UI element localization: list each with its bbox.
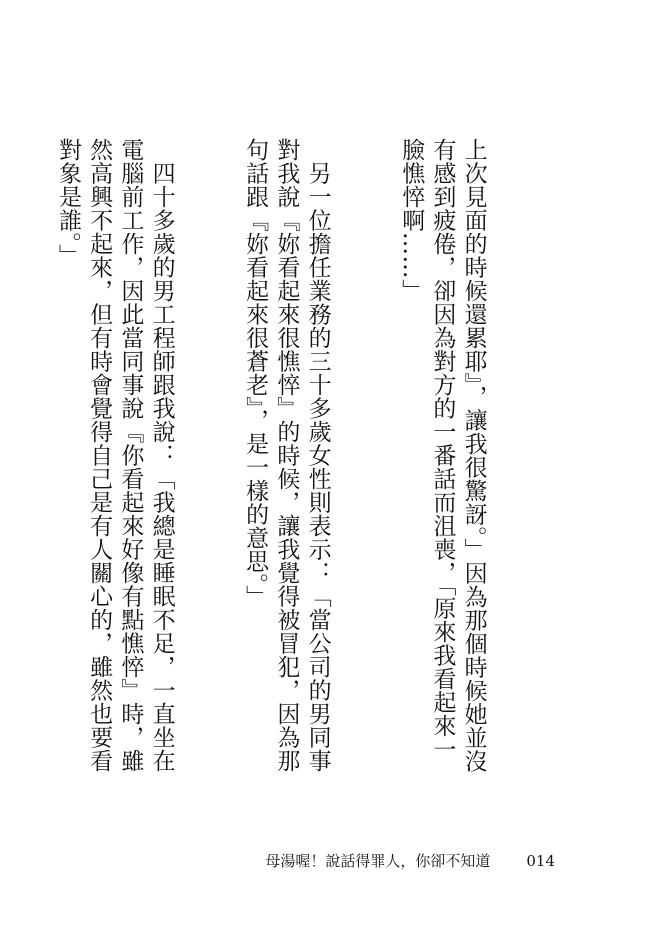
page-footer bbox=[265, 850, 555, 871]
paragraph-1: 上次見面的時候還累耶』，讓我很驚訝。」因為那個時候她並沒有感到疲倦，卻因為對方的一番話而沮喪，「原來我看起來一臉憔悴啊……」 bbox=[398, 138, 487, 773]
paragraph-2: 另一位擔任業務的三十多歲女性則表示：「當公司的男同事對我說『妳看起來很憔悴』的時候，讓我覺得被冒犯，因為那句話跟『妳看起來很蒼老』，是一樣的意思。」 bbox=[242, 138, 331, 773]
paragraph-3: 四十多歲的男工程師跟我說：「我總是睡眠不足，一直坐在電腦前工作，因此當同事說『你看起來好像有點憔悴』時，雖然高興不起來，但有時會覺得自己是有人關心的，雖然也要看對象是誰。」 bbox=[54, 138, 175, 773]
book-title: 母湯喔！說話得罪人，你卻不知道 bbox=[265, 852, 491, 870]
body-text bbox=[0, 138, 551, 778]
page-number: 014 bbox=[526, 852, 555, 870]
